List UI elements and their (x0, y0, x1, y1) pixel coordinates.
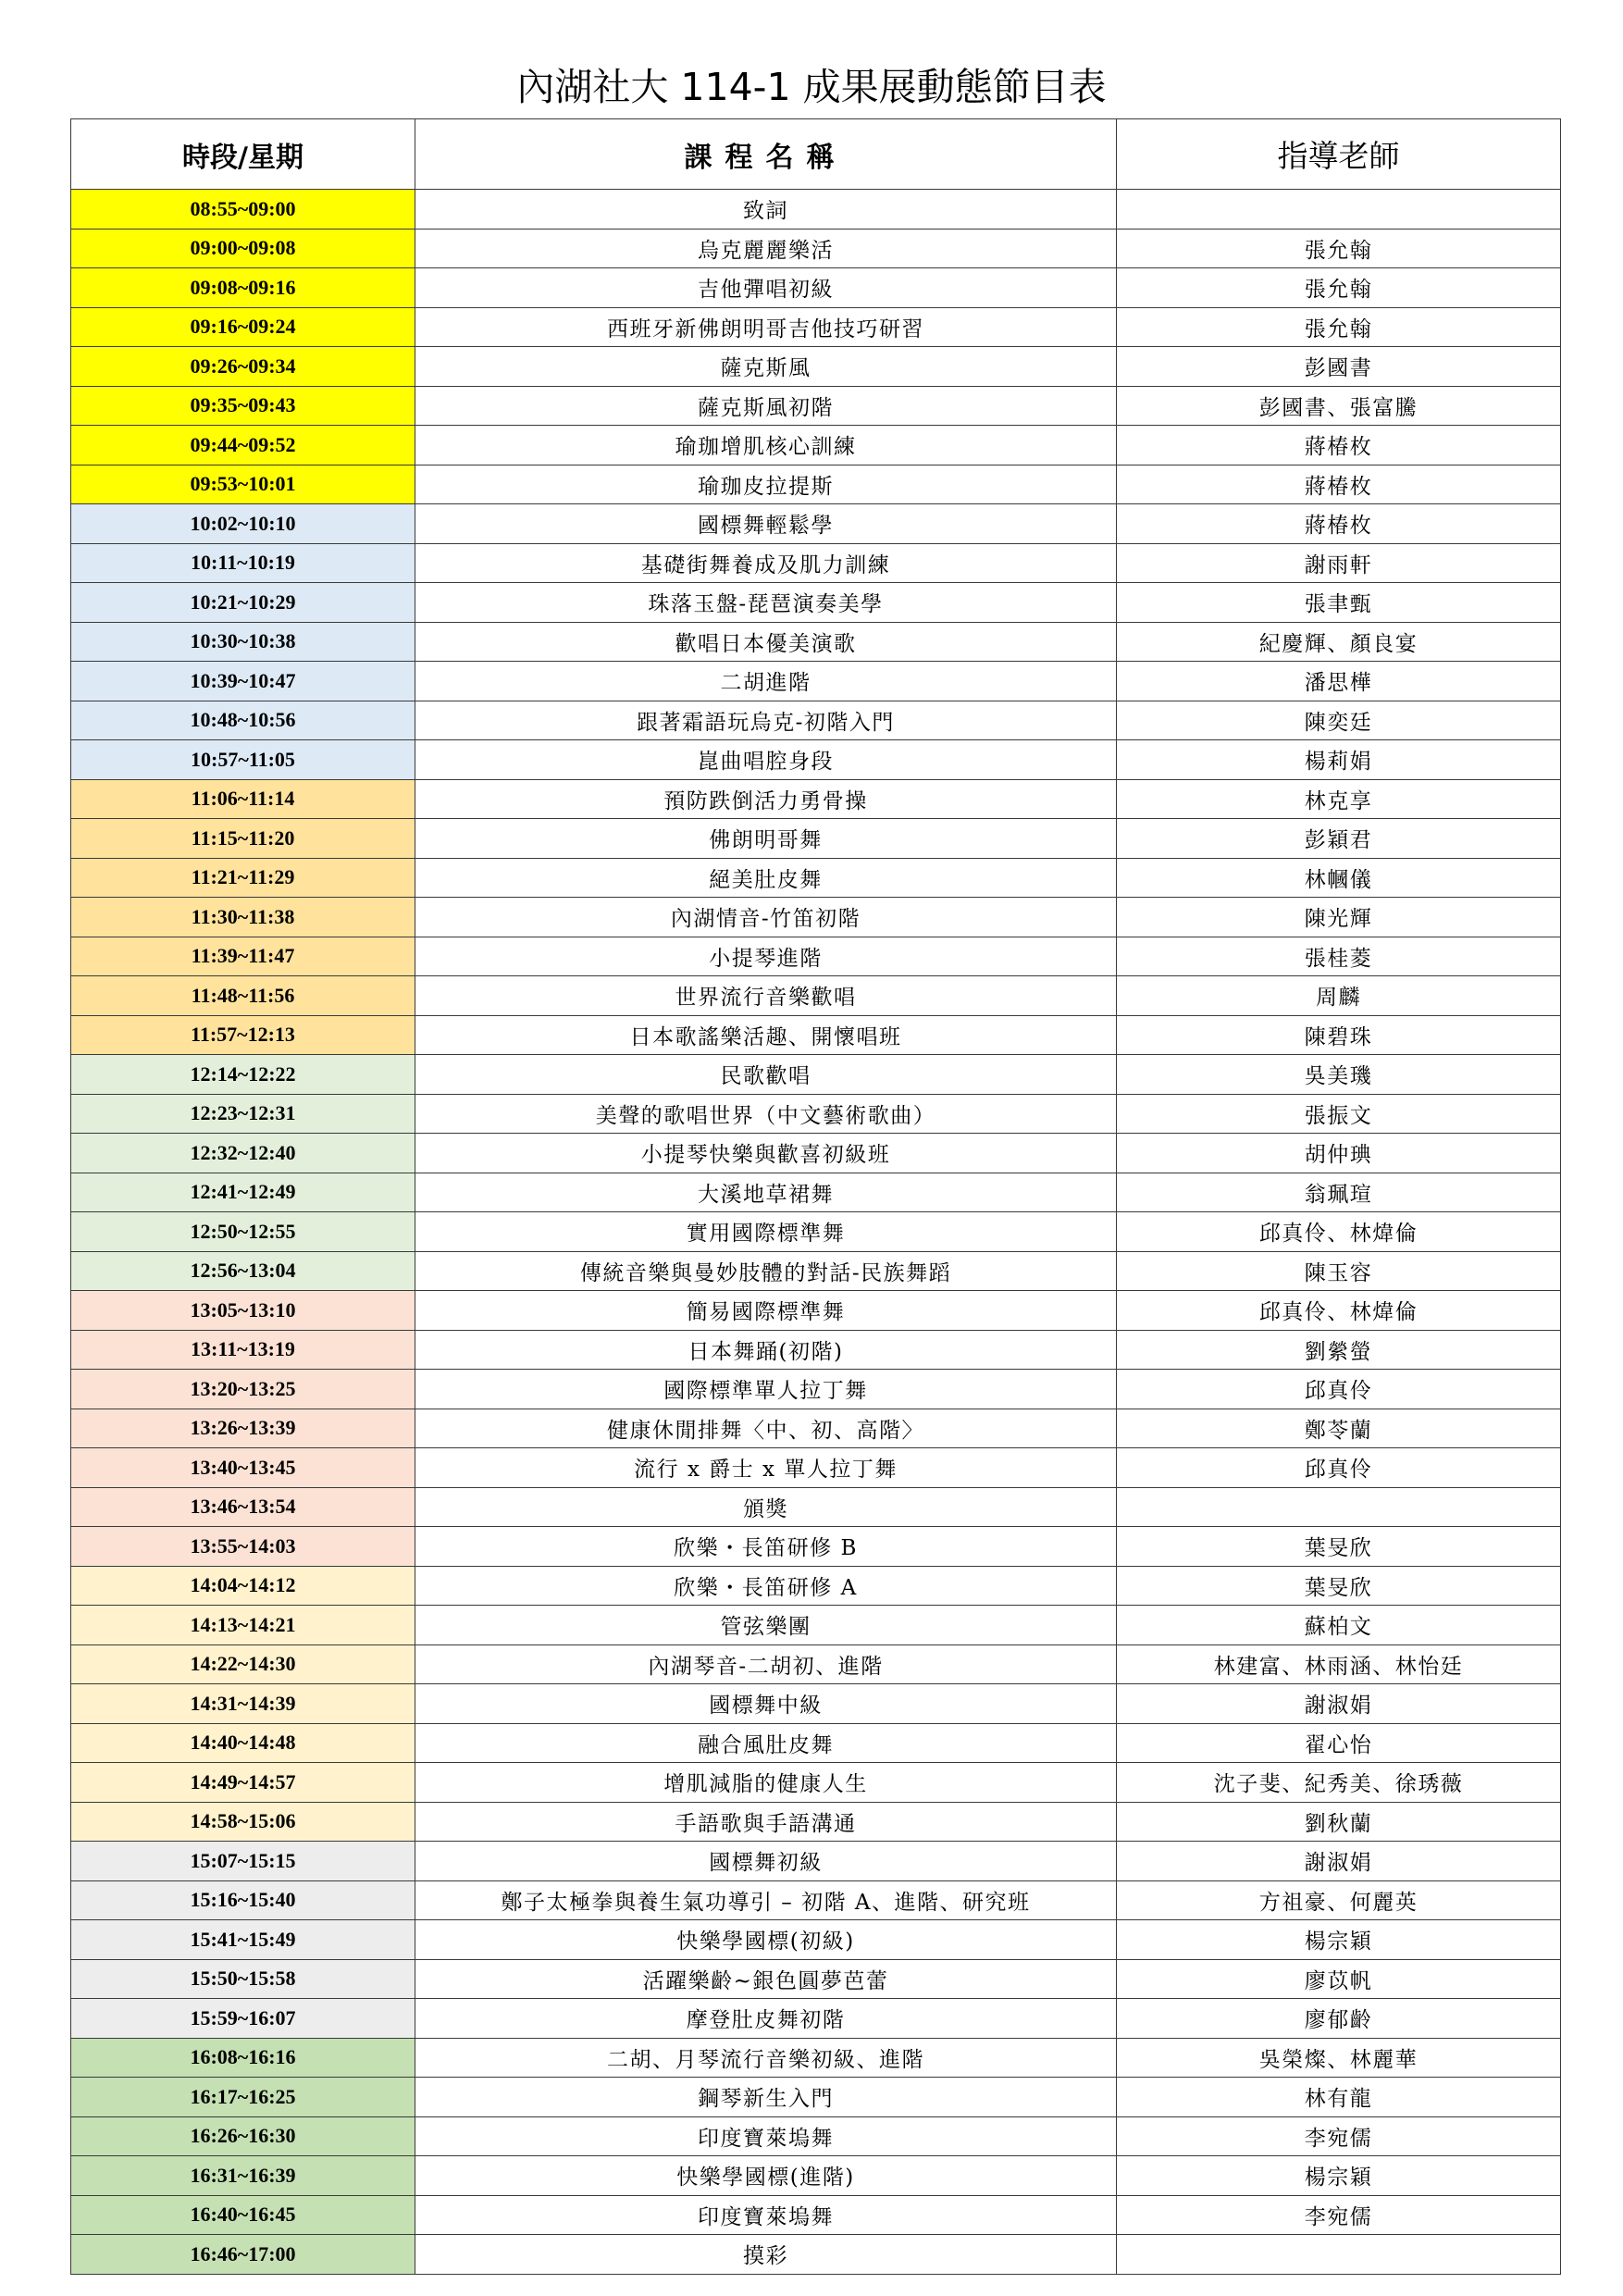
time-slot-cell: 13:11~13:19 (71, 1330, 415, 1370)
course-name-cell: 民歌歡唱 (415, 1055, 1117, 1095)
teacher-cell: 林克享 (1117, 779, 1561, 819)
course-name-cell: 世界流行音樂歡唱 (415, 976, 1117, 1016)
table-row (71, 1330, 1561, 1370)
table-row (71, 662, 1561, 701)
table-row (71, 1409, 1561, 1448)
course-name-cell: 欣樂・長笛研修 B (415, 1527, 1117, 1567)
teacher-cell: 李宛儒 (1117, 2116, 1561, 2156)
time-slot-cell: 12:32~12:40 (71, 1134, 415, 1173)
table-row (71, 386, 1561, 426)
teacher-cell: 蔣椿枚 (1117, 504, 1561, 544)
table-row (71, 1173, 1561, 1212)
time-slot-cell: 13:46~13:54 (71, 1487, 415, 1527)
time-slot-cell: 09:08~09:16 (71, 268, 415, 308)
time-slot-cell: 15:50~15:58 (71, 1959, 415, 1999)
course-name-cell: 小提琴進階 (415, 937, 1117, 976)
table-row (71, 779, 1561, 819)
time-slot-cell: 15:41~15:49 (71, 1920, 415, 1960)
course-name-cell: 內湖情音-竹笛初階 (415, 898, 1117, 937)
table-row (71, 1606, 1561, 1645)
table-row (71, 1959, 1561, 1999)
table-row (71, 1880, 1561, 1920)
schedule-table (70, 118, 1561, 2275)
course-name-cell: 鋼琴新生入門 (415, 2078, 1117, 2117)
teacher-cell: 邱真伶、林煒倫 (1117, 1291, 1561, 1331)
course-name-cell: 烏克麗麗樂活 (415, 229, 1117, 268)
table-row (71, 268, 1561, 308)
time-slot-cell: 13:20~13:25 (71, 1370, 415, 1409)
time-slot-cell: 12:41~12:49 (71, 1173, 415, 1212)
table-row (71, 1055, 1561, 1095)
course-name-cell: 印度寶萊塢舞 (415, 2195, 1117, 2235)
time-slot-cell: 16:31~16:39 (71, 2156, 415, 2196)
time-slot-cell: 10:02~10:10 (71, 504, 415, 544)
course-name-cell: 內湖琴音-二胡初、進階 (415, 1644, 1117, 1684)
teacher-cell: 張允翰 (1117, 268, 1561, 308)
course-name-cell: 鄭子太極拳與養生氣功導引 – 初階 A、進階、研究班 (415, 1880, 1117, 1920)
table-row (71, 1566, 1561, 1606)
table-row (71, 2156, 1561, 2196)
teacher-cell: 周麟 (1117, 976, 1561, 1016)
teacher-cell: 翟心怡 (1117, 1723, 1561, 1763)
table-row (71, 1920, 1561, 1960)
teacher-cell: 林有龍 (1117, 2078, 1561, 2117)
teacher-cell: 鄭苓蘭 (1117, 1409, 1561, 1448)
teacher-cell: 謝淑娟 (1117, 1842, 1561, 1881)
table-row (71, 504, 1561, 544)
time-slot-cell: 11:39~11:47 (71, 937, 415, 976)
table-row (71, 2195, 1561, 2235)
time-slot-cell: 10:48~10:56 (71, 701, 415, 740)
time-slot-cell: 08:55~09:00 (71, 190, 415, 230)
teacher-cell: 陳光輝 (1117, 898, 1561, 937)
teacher-cell: 張桂菱 (1117, 937, 1561, 976)
time-slot-cell: 10:39~10:47 (71, 662, 415, 701)
table-row (71, 190, 1561, 230)
time-slot-cell: 11:15~11:20 (71, 819, 415, 859)
time-slot-cell: 10:21~10:29 (71, 583, 415, 623)
table-row (71, 307, 1561, 347)
course-name-cell: 薩克斯風初階 (415, 386, 1117, 426)
course-name-cell: 二胡進階 (415, 662, 1117, 701)
table-row (71, 1684, 1561, 1724)
header-course: 課程名稱 (415, 119, 1117, 190)
table-row (71, 229, 1561, 268)
table-row (71, 2078, 1561, 2117)
table-row (71, 1487, 1561, 1527)
teacher-cell: 張允翰 (1117, 229, 1561, 268)
time-slot-cell: 11:30~11:38 (71, 898, 415, 937)
table-row (71, 426, 1561, 465)
time-slot-cell: 14:49~14:57 (71, 1763, 415, 1803)
time-slot-cell: 11:21~11:29 (71, 858, 415, 898)
course-name-cell: 國標舞初級 (415, 1842, 1117, 1881)
table-row (71, 1094, 1561, 1134)
course-name-cell: 流行 x 爵士 x 單人拉丁舞 (415, 1448, 1117, 1488)
time-slot-cell: 10:30~10:38 (71, 622, 415, 662)
teacher-cell: 楊宗穎 (1117, 2156, 1561, 2196)
teacher-cell: 葉旻欣 (1117, 1566, 1561, 1606)
teacher-cell: 彭國書 (1117, 347, 1561, 387)
time-slot-cell: 16:26~16:30 (71, 2116, 415, 2156)
course-name-cell: 快樂學國標(進階) (415, 2156, 1117, 2196)
table-row (71, 701, 1561, 740)
table-row (71, 622, 1561, 662)
time-slot-cell: 16:17~16:25 (71, 2078, 415, 2117)
table-row (71, 1448, 1561, 1488)
time-slot-cell: 16:40~16:45 (71, 2195, 415, 2235)
course-name-cell: 瑜珈增肌核心訓練 (415, 426, 1117, 465)
course-name-cell: 二胡、月琴流行音樂初級、進階 (415, 2038, 1117, 2078)
table-row (71, 1134, 1561, 1173)
teacher-cell: 邱真伶 (1117, 1370, 1561, 1409)
time-slot-cell: 15:16~15:40 (71, 1880, 415, 1920)
teacher-cell (1117, 190, 1561, 230)
course-name-cell: 國標舞輕鬆學 (415, 504, 1117, 544)
course-name-cell: 吉他彈唱初級 (415, 268, 1117, 308)
table-row (71, 465, 1561, 504)
time-slot-cell: 12:23~12:31 (71, 1094, 415, 1134)
table-row (71, 1015, 1561, 1055)
course-name-cell: 摸彩 (415, 2235, 1117, 2275)
course-name-cell: 頒獎 (415, 1487, 1117, 1527)
teacher-cell: 張振文 (1117, 1094, 1561, 1134)
course-name-cell: 絕美肚皮舞 (415, 858, 1117, 898)
course-name-cell: 薩克斯風 (415, 347, 1117, 387)
time-slot-cell: 12:56~13:04 (71, 1251, 415, 1291)
time-slot-cell: 14:13~14:21 (71, 1606, 415, 1645)
course-name-cell: 瑜珈皮拉提斯 (415, 465, 1117, 504)
teacher-cell: 邱真伶、林煒倫 (1117, 1212, 1561, 1252)
course-name-cell: 摩登肚皮舞初階 (415, 1999, 1117, 2039)
header-time: 時段/星期 (71, 119, 415, 190)
course-name-cell: 跟著霜語玩烏克-初階入門 (415, 701, 1117, 740)
course-name-cell: 歡唱日本優美演歌 (415, 622, 1117, 662)
table-row (71, 1212, 1561, 1252)
time-slot-cell: 14:22~14:30 (71, 1644, 415, 1684)
table-row (71, 583, 1561, 623)
time-slot-cell: 09:26~09:34 (71, 347, 415, 387)
teacher-cell: 張聿甄 (1117, 583, 1561, 623)
table-row (71, 1763, 1561, 1803)
time-slot-cell: 09:53~10:01 (71, 465, 415, 504)
course-name-cell: 致詞 (415, 190, 1117, 230)
time-slot-cell: 13:40~13:45 (71, 1448, 415, 1488)
course-name-cell: 日本歌謠樂活趣、開懷唱班 (415, 1015, 1117, 1055)
table-row (71, 898, 1561, 937)
time-slot-cell: 13:26~13:39 (71, 1409, 415, 1448)
course-name-cell: 融合風肚皮舞 (415, 1723, 1117, 1763)
time-slot-cell: 11:48~11:56 (71, 976, 415, 1016)
teacher-cell: 蔣椿枚 (1117, 426, 1561, 465)
teacher-cell: 李宛儒 (1117, 2195, 1561, 2235)
table-row (71, 1527, 1561, 1567)
teacher-cell: 吳榮燦、林麗華 (1117, 2038, 1561, 2078)
teacher-cell: 紀慶輝、顏良宴 (1117, 622, 1561, 662)
course-name-cell: 簡易國際標準舞 (415, 1291, 1117, 1331)
time-slot-cell: 11:57~12:13 (71, 1015, 415, 1055)
table-row (71, 1999, 1561, 2039)
teacher-cell: 邱真伶 (1117, 1448, 1561, 1488)
course-name-cell: 欣樂・長笛研修 A (415, 1566, 1117, 1606)
teacher-cell: 蔣椿枚 (1117, 465, 1561, 504)
course-name-cell: 西班牙新佛朗明哥吉他技巧研習 (415, 307, 1117, 347)
time-slot-cell: 15:59~16:07 (71, 1999, 415, 2039)
header-teacher: 指導老師 (1117, 119, 1561, 190)
teacher-cell: 方祖豪、何麗英 (1117, 1880, 1561, 1920)
course-name-cell: 健康休閒排舞〈中、初、高階〉 (415, 1409, 1117, 1448)
teacher-cell: 楊莉娟 (1117, 740, 1561, 780)
teacher-cell: 謝雨軒 (1117, 543, 1561, 583)
teacher-cell: 林建富、林雨涵、林怡廷 (1117, 1644, 1561, 1684)
table-row (71, 937, 1561, 976)
time-slot-cell: 16:08~16:16 (71, 2038, 415, 2078)
time-slot-cell: 11:06~11:14 (71, 779, 415, 819)
teacher-cell: 陳碧珠 (1117, 1015, 1561, 1055)
teacher-cell: 廖郁齡 (1117, 1999, 1561, 2039)
table-row (71, 347, 1561, 387)
course-name-cell: 日本舞踊(初階) (415, 1330, 1117, 1370)
table-row (71, 1644, 1561, 1684)
table-row (71, 740, 1561, 780)
table-row (71, 819, 1561, 859)
teacher-cell: 楊宗穎 (1117, 1920, 1561, 1960)
time-slot-cell: 16:46~17:00 (71, 2235, 415, 2275)
teacher-cell: 廖苡帆 (1117, 1959, 1561, 1999)
time-slot-cell: 14:04~14:12 (71, 1566, 415, 1606)
teacher-cell: 蘇柏文 (1117, 1606, 1561, 1645)
teacher-cell: 吳美璣 (1117, 1055, 1561, 1095)
time-slot-cell: 13:05~13:10 (71, 1291, 415, 1331)
course-name-cell: 增肌減脂的健康人生 (415, 1763, 1117, 1803)
course-name-cell: 大溪地草裙舞 (415, 1173, 1117, 1212)
teacher-cell: 張允翰 (1117, 307, 1561, 347)
course-name-cell: 預防跌倒活力勇骨操 (415, 779, 1117, 819)
course-name-cell: 印度寶萊塢舞 (415, 2116, 1117, 2156)
schedule-body (71, 190, 1561, 2275)
table-row (71, 1291, 1561, 1331)
header-row (71, 119, 1561, 190)
time-slot-cell: 15:07~15:15 (71, 1842, 415, 1881)
time-slot-cell: 14:31~14:39 (71, 1684, 415, 1724)
time-slot-cell: 09:00~09:08 (71, 229, 415, 268)
time-slot-cell: 13:55~14:03 (71, 1527, 415, 1567)
course-name-cell: 快樂學國標(初級) (415, 1920, 1117, 1960)
teacher-cell: 陳玉容 (1117, 1251, 1561, 1291)
course-name-cell: 國標舞中級 (415, 1684, 1117, 1724)
time-slot-cell: 12:50~12:55 (71, 1212, 415, 1252)
teacher-cell (1117, 1487, 1561, 1527)
time-slot-cell: 09:35~09:43 (71, 386, 415, 426)
course-name-cell: 小提琴快樂與歡喜初級班 (415, 1134, 1117, 1173)
time-slot-cell: 09:16~09:24 (71, 307, 415, 347)
course-name-cell: 崑曲唱腔身段 (415, 740, 1117, 780)
course-name-cell: 管弦樂團 (415, 1606, 1117, 1645)
table-row (71, 543, 1561, 583)
teacher-cell: 彭國書、張富騰 (1117, 386, 1561, 426)
table-row (71, 1251, 1561, 1291)
time-slot-cell: 10:11~10:19 (71, 543, 415, 583)
course-name-cell: 手語歌與手語溝通 (415, 1802, 1117, 1842)
teacher-cell: 潘思樺 (1117, 662, 1561, 701)
table-row (71, 2116, 1561, 2156)
course-name-cell: 美聲的歌唱世界（中文藝術歌曲） (415, 1094, 1117, 1134)
time-slot-cell: 10:57~11:05 (71, 740, 415, 780)
teacher-cell: 林幗儀 (1117, 858, 1561, 898)
course-name-cell: 國際標準單人拉丁舞 (415, 1370, 1117, 1409)
course-name-cell: 基礎街舞養成及肌力訓練 (415, 543, 1117, 583)
course-name-cell: 珠落玉盤-琵琶演奏美學 (415, 583, 1117, 623)
teacher-cell: 劉秋蘭 (1117, 1802, 1561, 1842)
table-row (71, 858, 1561, 898)
time-slot-cell: 14:40~14:48 (71, 1723, 415, 1763)
table-row (71, 1842, 1561, 1881)
teacher-cell: 陳奕廷 (1117, 701, 1561, 740)
table-row (71, 2038, 1561, 2078)
course-name-cell: 實用國際標準舞 (415, 1212, 1117, 1252)
course-name-cell: 傳統音樂與曼妙肢體的對話-民族舞蹈 (415, 1251, 1117, 1291)
course-name-cell: 活躍樂齡~銀色圓夢芭蕾 (415, 1959, 1117, 1999)
teacher-cell: 翁珮瑄 (1117, 1173, 1561, 1212)
time-slot-cell: 12:14~12:22 (71, 1055, 415, 1095)
table-row (71, 2235, 1561, 2275)
teacher-cell: 沈子斐、紀秀美、徐琇薇 (1117, 1763, 1561, 1803)
table-row (71, 1802, 1561, 1842)
table-row (71, 1370, 1561, 1409)
teacher-cell: 劉縈螢 (1117, 1330, 1561, 1370)
teacher-cell: 胡仲琠 (1117, 1134, 1561, 1173)
time-slot-cell: 09:44~09:52 (71, 426, 415, 465)
course-name-cell: 佛朗明哥舞 (415, 819, 1117, 859)
table-row (71, 976, 1561, 1016)
teacher-cell: 葉旻欣 (1117, 1527, 1561, 1567)
teacher-cell: 謝淑娟 (1117, 1684, 1561, 1724)
table-row (71, 1723, 1561, 1763)
page-title: 內湖社大 114-1 成果展動態節目表 (516, 65, 1107, 109)
teacher-cell (1117, 2235, 1561, 2275)
time-slot-cell: 14:58~15:06 (71, 1802, 415, 1842)
teacher-cell: 彭穎君 (1117, 819, 1561, 859)
